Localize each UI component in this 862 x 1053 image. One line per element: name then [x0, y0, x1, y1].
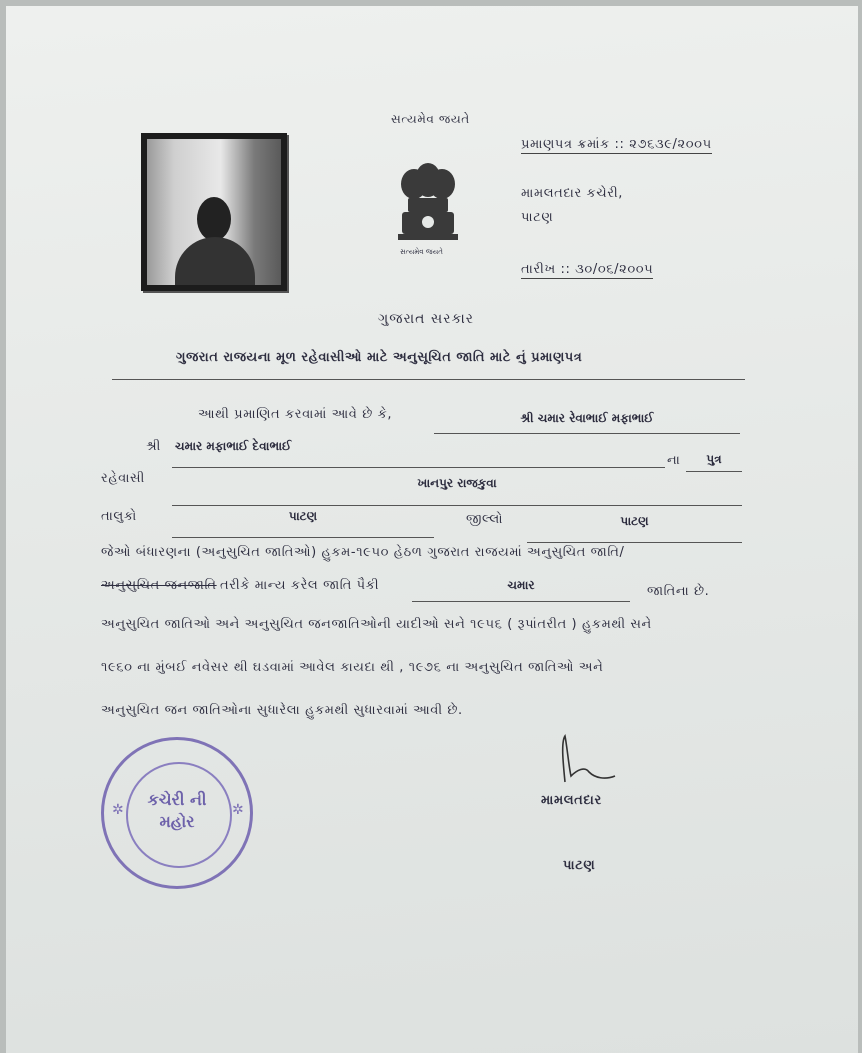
paragraph2-line3: અનુસુચિત જન જાતિઓના સુધારેલા હુકમથી સુધારવામાં આવી છે. — [101, 703, 463, 718]
office-seal: કચેરી ની મહોર ✲ ✲ — [101, 737, 253, 889]
resident-value: ખાનપુર રાજકુવા — [417, 476, 497, 490]
district-value: પાટણ — [620, 514, 649, 528]
paragraph1-line1: જેઓ બંધારણના (અનુસુચિત જાતિઓ) હુકમ-૧૯૫૦ હેઠળ ગુજરાત રાજયમાં અનુસુચિત જાતિ/ — [101, 545, 625, 560]
district-label: જીલ્લો — [466, 512, 504, 527]
applicant-name: શ્રી ચમાર રેવાભાઈ મફાભાઈ — [520, 411, 654, 425]
relation-value: પુત્ર — [706, 452, 722, 466]
caste-line — [412, 601, 630, 602]
motto: સત્યમેવ જયતે — [391, 112, 470, 126]
seal-line2: મહોર — [159, 812, 195, 831]
taluka-line — [172, 537, 434, 538]
office-place: પાટણ — [521, 210, 554, 225]
applicant-name-line — [434, 433, 740, 434]
taluka-label: તાલુકો — [101, 509, 137, 524]
paragraph2-line2: ૧૯૬૦ ના મુંબઈ નવેસર થી ઘડવામાં આવેલ કાયદા થી , ૧૯૭૬ ના અનુસુચિત જાતિઓ અને — [101, 660, 604, 675]
caste-value: ચમાર — [507, 578, 535, 592]
certificate-date: તારીખ :: ૩૦/૦૬/૨૦૦૫ — [521, 262, 654, 277]
district-line — [527, 542, 742, 543]
government-heading: ગુજરાત સરકાર — [378, 311, 474, 327]
national-emblem-icon — [392, 162, 464, 258]
office-name: મામલતદાર કચેરી, — [521, 186, 624, 201]
signature-mark — [545, 732, 620, 790]
father-name-line — [172, 467, 665, 468]
paragraph1-end: જાતિના છે. — [647, 584, 710, 599]
signatory-title: મામલતદાર — [541, 793, 602, 808]
seal-line1: કચેરી ની — [147, 790, 207, 809]
emblem-motto: સત્યમેવ જયતે — [400, 248, 443, 256]
na-label: ના — [667, 453, 681, 468]
certificate-number: પ્રમાણપત્ર ક્રમાંક :: ૨૭૬૩૯/૨૦૦૫ — [521, 137, 712, 152]
title-rule — [112, 379, 745, 380]
paragraph1-struck-text: અનુસુચિત જનજાતિ — [101, 578, 217, 593]
shri-label: શ્રી — [146, 439, 161, 454]
resident-line — [172, 505, 742, 506]
paragraph2-line1: અનુસુચિત જાતિઓ અને અનુસુચિત જનજાતિઓની યાદીઓ સને ૧૯૫૬ ( રૂપાંતરીત ) હુકમથી સને — [101, 617, 652, 632]
resident-label: રહેવાસી — [101, 471, 145, 486]
certificate-title: ગુજરાત રાજયના મૂળ રહેવાસીઓ માટે અનુસૂચિત જાતિ માટે નું પ્રમાણપત્ર — [176, 350, 583, 365]
applicant-photo — [141, 133, 287, 291]
relation-line — [686, 471, 742, 472]
paragraph1-line2: તરીકે માન્ય કરેલ જાતિ પૈકી — [220, 578, 380, 593]
certify-text: આથી પ્રમાણિત કરવામાં આવે છે કે, — [198, 407, 393, 422]
father-name: ચમાર મફાભાઈ દેવાભાઈ — [175, 439, 292, 453]
taluka-value: પાટણ — [288, 509, 318, 523]
signatory-place: પાટણ — [563, 858, 596, 873]
